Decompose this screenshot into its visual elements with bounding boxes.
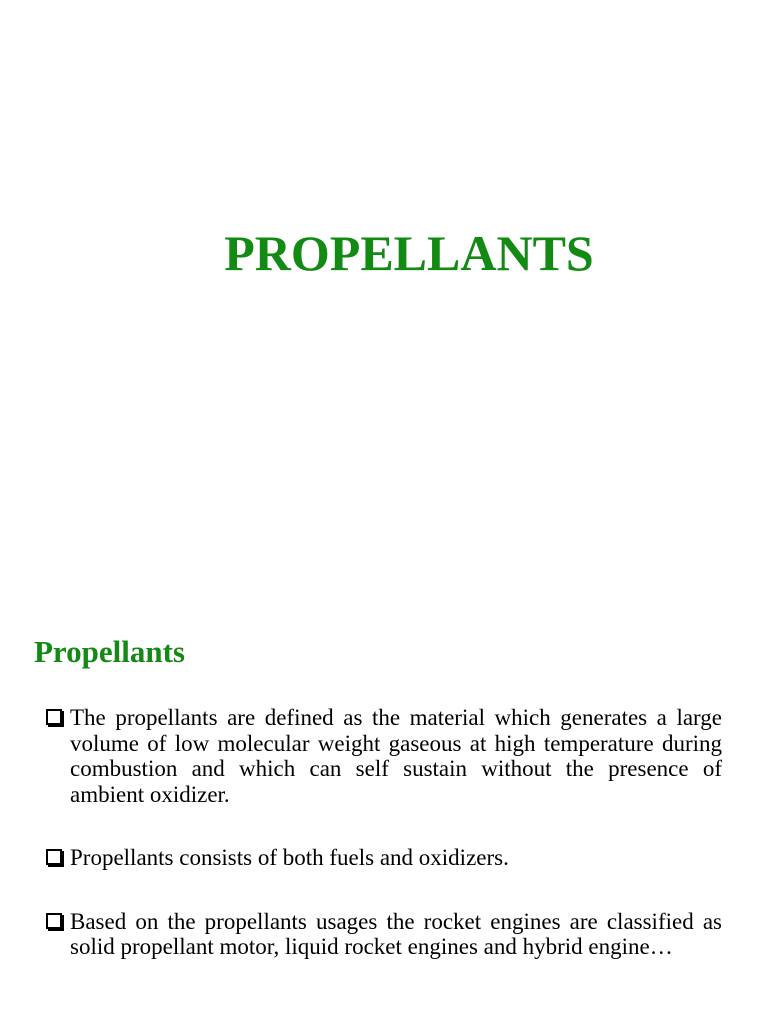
bullet-text: Based on the propellants usages the rocket engines are classified as solid propellant motor, liquid rocket engines and hybrid engine… [70,908,722,959]
bullet-item [46,705,722,807]
hollow-square-bullet-icon [46,913,62,929]
hollow-square-bullet-icon [46,849,62,865]
bullet-list [46,705,722,960]
bullet-text: The propellants are defined as the material which generates a large volume of low molecular weight gaseous at high temperature during combustion and which can self sustain without the presence of ambient oxidizer. [70,705,722,807]
bullet-text: Propellants consists of both fuels and oxidizers. [70,845,509,870]
hollow-square-bullet-icon [46,709,62,725]
section-heading: Propellants [34,634,185,669]
bullet-item [46,845,722,871]
slide-title: PROPELLANTS [224,225,594,281]
bullet-item [46,909,722,960]
